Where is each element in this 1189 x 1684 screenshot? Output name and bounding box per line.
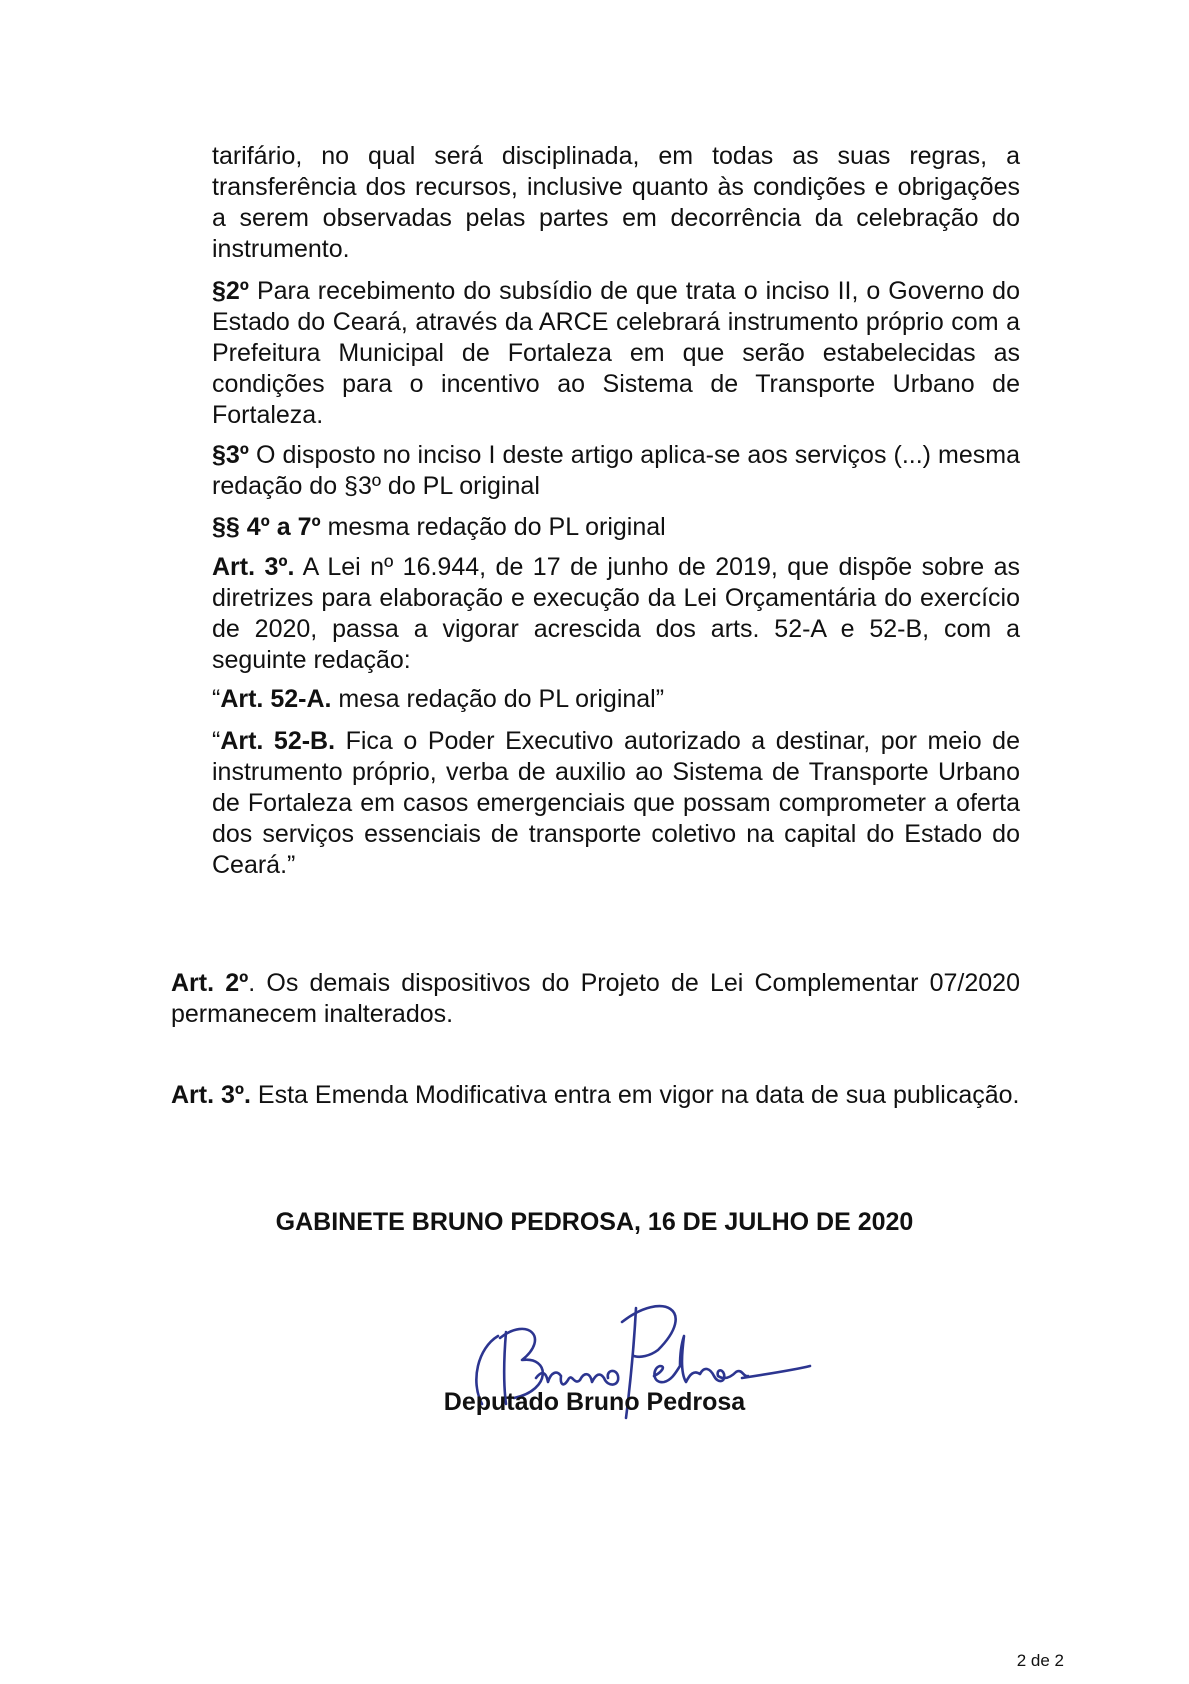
page-number: 2 de 2 (1016, 1651, 1064, 1670)
article-52a-text: mesa redação do PL original” (331, 685, 665, 713)
paragraph-2-text: Para recebimento do subsídio de que trata o inciso II, o Governo do Estado do Ceará, através da ARCE celebrará instrumento próprio com a Prefeitura Municipal de Fortaleza em que serão estabelecidas as condições para o incentivo ao Sistema de Transporte Urbano de Fortaleza. (212, 277, 1020, 429)
signatory-name: Deputado Bruno Pedrosa (443, 1388, 746, 1416)
paragraph-3 (212, 440, 1020, 502)
article-3-inner-text: A Lei nº 16.944, de 17 de junho de 2019, que dispõe sobre as diretrizes para elaboração e execução da Lei Orçamentária do exercício de 2020, passa a vigorar acrescida dos arts. 52-A e 52-B, com a seguinte redação: (212, 553, 1020, 674)
paragraph-tarifario: tarifário, no qual será disciplinada, em todas as suas regras, a transferência dos recursos, inclusive quanto às condições e obrigações a serem observadas pelas partes em decorrência da celebração do instrumento. (212, 142, 1020, 263)
paragraph-2-label: §2º (212, 277, 249, 305)
paragraph-3-text: O disposto no inciso I deste artigo aplica-se aos serviços (...) mesma redação do §3º do PL original (212, 441, 1020, 500)
article-3-inner-label: Art. 3º. (212, 553, 295, 581)
paragraph-4-7-label: §§ 4º a 7º (212, 513, 321, 541)
article-52b-text: Fica o Poder Executivo autorizado a destinar, por meio de instrumento próprio, verba de auxilio ao Sistema de Transporte Urbano de Fortaleza em casos emergenciais que possam comprometer a oferta dos serviços essenciais de transporte coletivo na capital do Estado do Ceará.” (212, 727, 1020, 879)
article-3 (171, 1080, 1020, 1111)
article-52b-label: Art. 52-B. (220, 727, 336, 755)
paragraph-2 (212, 276, 1020, 431)
article-3-text: Esta Emenda Modificativa entra em vigor na data de sua publicação. (250, 1081, 1020, 1109)
article-3-label: Art. 3º. (171, 1081, 251, 1109)
article-2-text: . Os demais dispositivos do Projeto de Lei Complementar 07/2020 permanecem inalterados. (171, 969, 1020, 1028)
article-52b: “Art. 52-B. Fica o Poder Executivo autorizado a destinar, por meio de instrumento próprio, verba de auxilio ao Sistema de Transporte Urbano de Fortaleza em casos emergenciais que possam comprometer a oferta dos serviços essenciais de transporte coletivo na capital do Estado do Ceará.” (212, 727, 1020, 879)
article-3-inner (212, 552, 1020, 676)
article-52a-label: Art. 52-A. (220, 685, 332, 713)
closing-line: GABINETE BRUNO PEDROSA, 16 DE JULHO DE 2020 (275, 1208, 914, 1236)
paragraph-3-label: §3º (212, 441, 249, 469)
article-52a: “Art. 52-A. mesa redação do PL original” (212, 685, 665, 713)
article-2 (171, 968, 1020, 1030)
paragraph-4-7-text: mesma redação do PL original (320, 513, 666, 541)
paragraph-4-7 (212, 512, 1020, 543)
article-2-label: Art. 2º (171, 969, 249, 997)
